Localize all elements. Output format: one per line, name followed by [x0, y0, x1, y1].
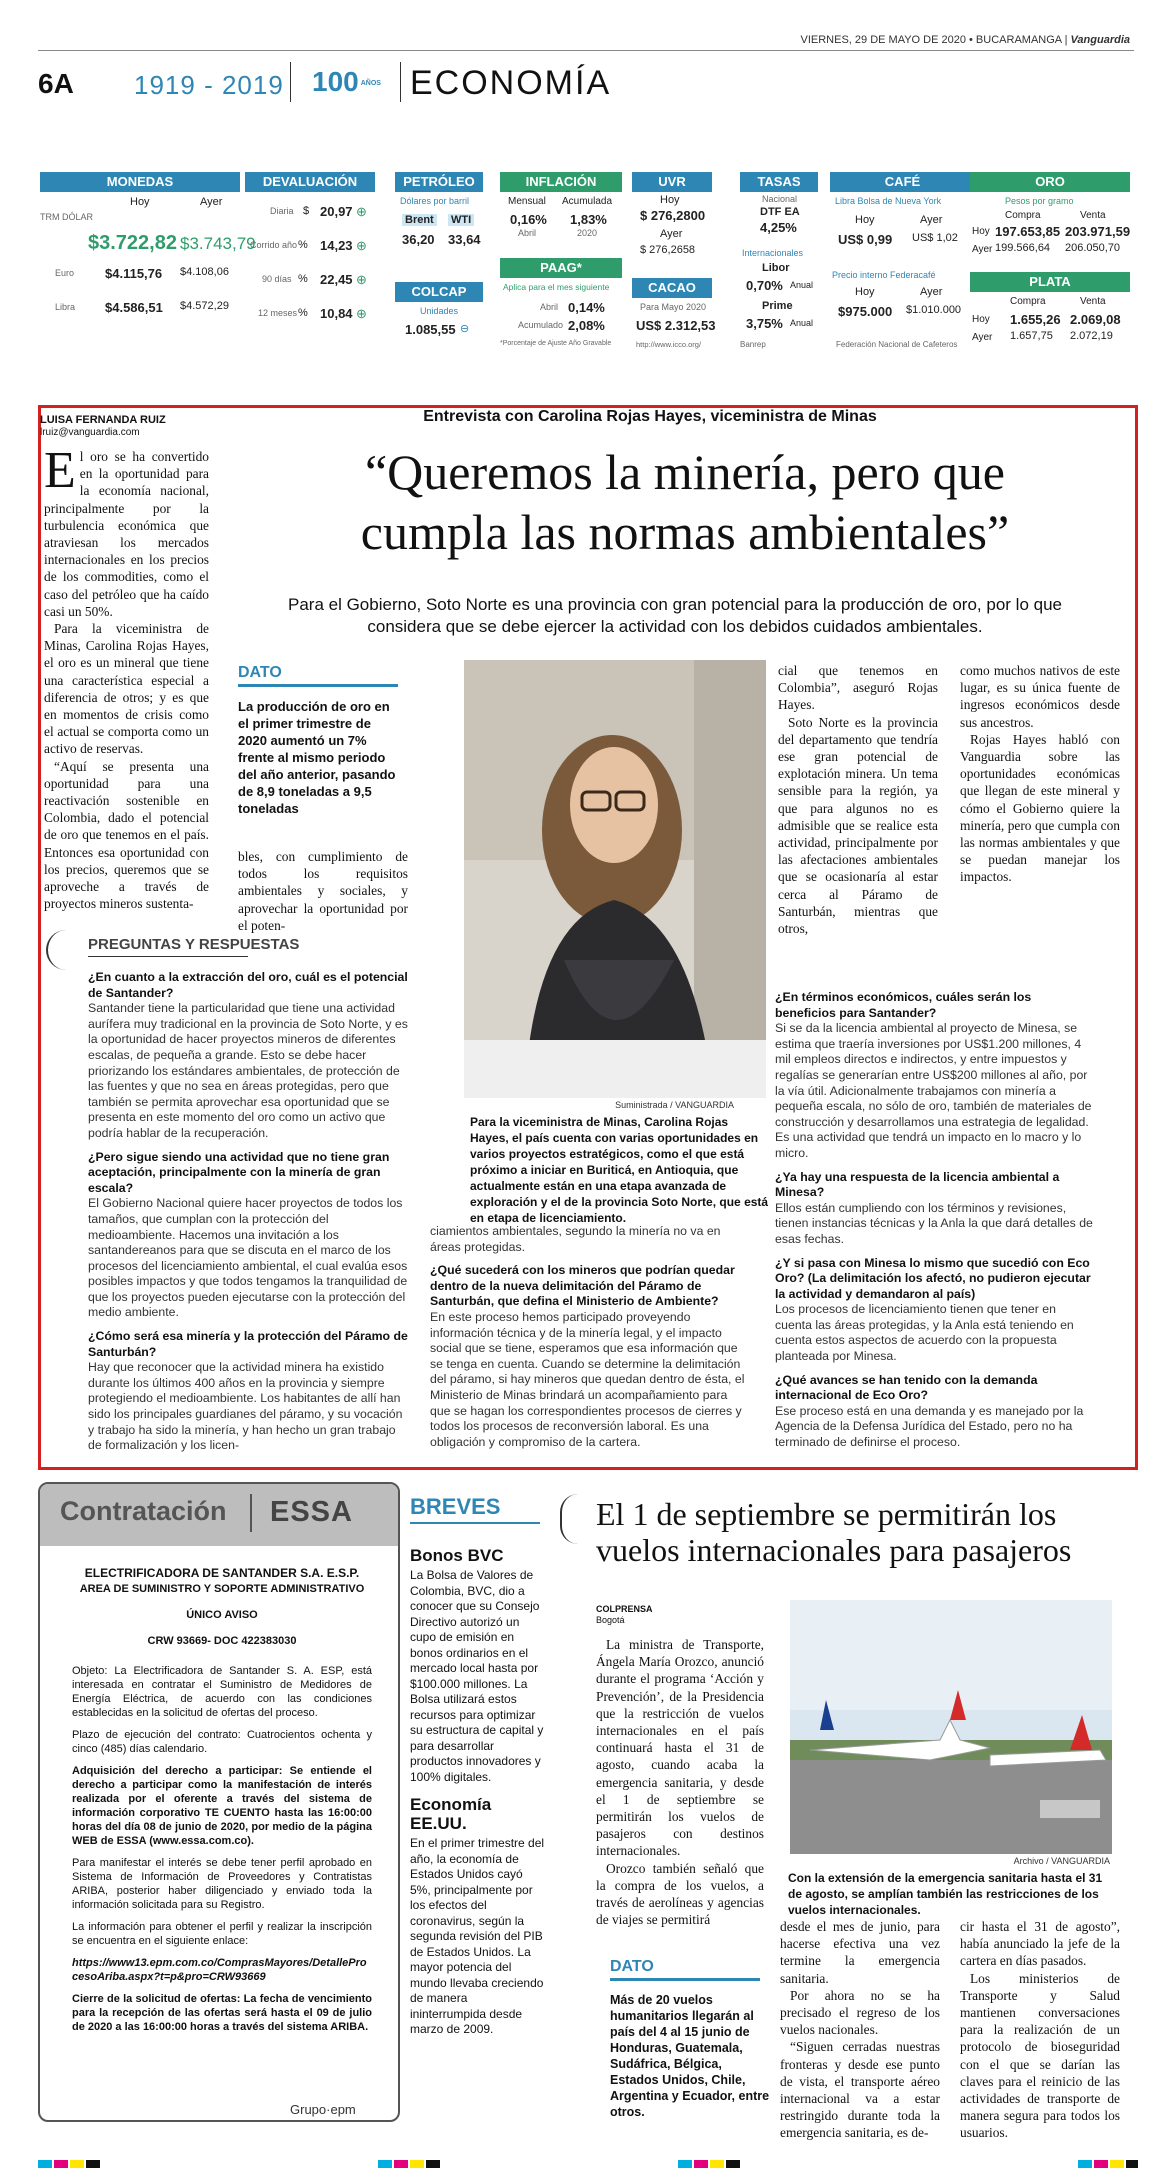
flights-caption: Con la extensión de la emergencia sanitaria hasta el 31 de agosto, se amplían también las restricciones de los vuelos internacionales. [788, 1871, 1103, 1917]
print-registration-bar [38, 2160, 1138, 2170]
flights-dato-text: Más de 20 vuelos humanitarios llegarán al país del 4 al 15 junio de Honduras, Guatemala, Sudáfrica, Bélgica, Estados Unidos, Chile, Argentina y Ecuador, entre otros. [610, 1993, 770, 2119]
devaluacion-header: DEVALUACIÓN [245, 172, 375, 192]
brand-name: Vanguardia [1070, 34, 1130, 46]
qa-column-3: ¿En términos económicos, cuáles serán los beneficios para Santander? Si se da la licencia ambiental al proyecto de Minesa, se estima que traería inversiones por US$1.200 millones, 4 mil empleos directos e indirectos, y entre impuestos y regalías se generarían entre US$200 millones al año, por la vía útil. Adicionalmente trabajamos con minería a pequeña escala, no sólo de oro, también de materiales de construcción y desarrollamos una estrategia de legalidad. Es una actividad que tendrá un impacto en lo macro y lo micro. ¿Ya hay una respuesta de la licencia ambiental a Minesa? Ellos están cumpliendo con los términos y revisiones, tienen instancias técnicas y la Anla la que dará detalles de esas fechas. ¿Y si pasa con Minesa lo mismo que sucedió con Eco Oro? (La delimitación los afectó, no pudieron ejecutar la actividad y demandaron al país) Los procesos de licenciamiento tienen que tener en cuenta las áreas protegidas, y la Anla está teniendo en cuenta estos aspectos de acuerdo con la propuesta planteada por Minesa. ¿Qué avances se han tenido con la demanda internacional de Eco Oro? Ese proceso está en una demanda y es manejado por la Agencia de la Defensa Jurídica del Estado, pero no ha terminado de definirse el proceso. [775, 990, 1093, 1450]
monedas-header: MONEDAS [40, 172, 240, 192]
qa-rule [88, 956, 248, 957]
anniversary-logo: 100 AÑOS [312, 66, 381, 97]
up-arrow-icon: ⊕ [356, 238, 367, 253]
colcap-header: COLCAP [395, 282, 483, 302]
page-number: 6A [38, 68, 74, 99]
flights-dato-rule [610, 1978, 760, 1981]
qa-column-1: ¿En cuanto a la extracción del oro, cuál es el potencial de Santander? Santander tiene la particularidad que tiene una actividad aurífera muy tradicional en la provincia de Soto Norte, y es la oportunidad de hacer proyectos mineros de diferentes escalas, de pequeña a grande. Esto se debe hacer priorizando los estándares ambientales, de protección de las fuentes y que no sea en áreas protegidas, pero que también se permita aprovechar esa oportunidad que se presenta en este momento del oro como un activo que podría hablar de la recuperación. ¿Pero sigue siendo una actividad que no tiene gran aceptación, principalmente con la minería de gran escala? El Gobierno Nacional quiere hacer proyectos de todos los tamaños, que cumplan con la protección del medioambiente. Hacemos una invitación a los santandereanos para que se discuta en el marco de los procesos del licenciamiento ambiental, el cual evalúa esos posibles impactos y que todos tengamos la tranquilidad de que los proyectos pueden ejecutarse con la protección del medio ambiente. ¿Cómo será esa minería y la protección del Páramo de Santurbán? Hay que reconocer que la actividad minera ha existido durante los últimos 400 años en la provincia y siempre protegiendo el medioambiente. Los habitantes de allí han sido los principales guardianes del páramo, y su vocación y trabajo ha sido la minería, y han hecho un gran trabajo de formalización y los licen- [88, 970, 408, 1453]
kicker: Entrevista con Carolina Rojas Hayes, viceministra de Minas [423, 408, 877, 425]
viceminister-photo [464, 660, 766, 1098]
cacao-header: CACAO [632, 278, 712, 298]
dato-rule [238, 684, 398, 687]
contracting-link[interactable]: https://www13.epm.com.co/ComprasMayores/DetalleProcesoAriba.aspx?t=p&pro=CRW93669 [72, 1957, 367, 1983]
dropcap: E [44, 442, 76, 499]
airplanes-photo [790, 1600, 1112, 1854]
divider [250, 1494, 252, 1532]
article-column-3: cial que tenemos en Colombia”, aseguró Rojas Hayes. Soto Norte es la provincia del departamento que tendría ese gran potencial de explotación minera. Un tema sensible para la región, ya que para algunos no es admisible que se realice esta actividad, principalmente por las afectaciones ambientales que se ocasionaría al estar cerca al Páramo de Santurbán, mientras que otros, [778, 663, 938, 937]
flights-column-3: cir hasta el 31 de agosto”, había anunciado la jefe de la cartera en días pasados. Los ministerios de Transporte y Salud mantienen conversaciones para la realización de un protocolo de bioseguridad con el que se darían las claves para el reinicio de las actividades de transporte de manera segura para todos los usuarios. [960, 1919, 1120, 2141]
flights-column-1: La ministra de Transporte, Ángela María Orozco, anunció durante el programa ‘Acción y Prevención’, de la Presidencia que la restricción de vuelos internacionales en el país continuará hasta el 31 de agosto, cuando acaba la emergencia sanitaria, y desde el 1 de septiembre se permitirán los vuelos de pasajeros con destinos internacionales. Orozco también señaló que la compra de los vuelos, a través de aerolíneas y agencias de viajes se permitirá [596, 1637, 764, 1928]
flights-dato-title: DATO [610, 1958, 654, 1975]
uvr-header: UVR [632, 172, 712, 192]
contracting-title: Contratación [60, 1496, 227, 1526]
article-column-4: como muchos nativos de este lugar, es su única fuente de ingresos económicos desde sus ancestros. Rojas Hayes habló con Vanguardia sobre las oportunidades económicas que llegan de este mineral y cómo el Gobierno quiere la minería, pero que cumpla con las normas ambientales y que se puedan manejar los impactos. [960, 663, 1120, 885]
qa-title: PREGUNTAS Y RESPUESTAS [88, 936, 300, 953]
plata-header: PLATA [970, 272, 1130, 292]
contracting-body: ELECTRIFICADORA DE SANTANDER S.A. E.S.P. AREA DE SUMINISTRO Y SOPORTE ADMINISTRATIVO ÚNICO AVISO CRW 93669- DOC 422383030 Objeto: La Electrificadora de Santander S. A. ESP, está interesada en contratar el Suministro de Medidores de Energía Eléctrica, de acuerdo con las condiciones establecidas en la solicitud de ofertas del proceso. Plazo de ejecución del contrato: Cuatrocientos ochenta y cinco (485) días calendario. Adquisición del derecho a participar: Se entiende el derecho a participar como la manifestación de interés realizada por el oferente a través del sistema de información corporativo TE CUENTO hasta las 16:00:00 horas del día 08 de junio de 2020, por medio de la página WEB de ESSA (www.essa.com.co). Para manifestar el interés se debe tener perfil aprobado en Sistema de Información de Proveedores y Contratistas ARIBA, posterior haber diligenciado y enviado toda la información solicitada para su Registro. La información para obtener el perfil y realizar la inscripción se encuentra en el siguiente enlace: https://www13.epm.com.co/ComprasMayores/DetalleProcesoAriba.aspx?t=p&pro=CRW93669 Cierre de la solicitud de ofertas: La fecha de vencimiento para la recepción de las ofertas será hasta el 09 de julio de 2020 a las 16:00:00 horas a través del sistema ARIBA. [72, 1566, 372, 2033]
trm-today: $3.722,82 [88, 232, 177, 254]
photo-caption: Para la viceministra de Minas, Carolina Rojas Hayes, el país cuenta con varias oportunidades en varios proyectos estratégicos, como el que está próximo a iniciar en Buriticá, en Antioquia, que actualmente están en una etapa avanzada de exploración y el de la provincia Soto Norte, que está en etapa de licenciamiento. [470, 1115, 769, 1225]
up-arrow-icon: ⊕ [356, 204, 367, 219]
flights-column-2: desde el mes de junio, para hacerse efectiva una vez termine la emergencia sanitaria. Por ahora no se ha precisado el regreso de los vuelos nacionales. “Siguen cerradas nuestras fronteras y desde ese punto de vista, el transporte aéreo internacional va a estar restringido durante toda la emergencia sanitaria, es de- [780, 1919, 940, 2141]
article-column-1: El oro se ha convertido en la oportunidad para la economía nacional, principalmente por la turbulencia económica que atraviesan los mercados internacionales en los precios de los commodities, como el caso del petróleo que ha caído casi un 50%. Para la viceministra de Minas, Carolina Rojas Hayes, el oro es un mineral que tiene una característica especial a diferencia de otros; y es que en momentos de crisis como el actual se comporta como un activo de reservas. “Aquí se presenta una oportunidad para una reactivación sostenible en Colombia, dado el potencial de oro que tenemos en el país. Entonces esa oportunidad con los precios, queremos que se aproveche a través de proyectos mineros sustenta- [44, 442, 209, 912]
qa-column-2: ciamientos ambientales, segundo la minería no va en áreas protegidas. ¿Qué sucederá con los mineros que podrían quedar dentro de la nueva delimitación del Páramo de Santurbán, que defina el Ministerio de Ambiente? En este proceso hemos participado proveyendo información técnica y de la minería legal, y el impacto social que se tiene, esperamos que esa información que se tenga en cuenta. Cuando se determine la delimitación del páramo, si hay mineros que quedan dentro de ésta, el Ministerio de Minas brindará un acompañamiento para que se hagan los correspondientes procesos de cierres y todos los procesos de reconversión laboral. Es una obligación y compromiso de la cartera. [430, 1224, 745, 1449]
inflacion-header: INFLACIÓN [500, 172, 622, 192]
header-rule [38, 50, 1134, 51]
up-arrow-icon: ⊕ [356, 272, 367, 287]
breves-column: Bonos BVC La Bolsa de Valores de Colombia, BVC, dio a conocer que su Consejo Directivo autorizó un cupo de emisión en bonos ordinarios en el mercado local hasta por $100.000 millones. La Bolsa utilizará estos recursos para optimizar su estructura de capital y para desarrollar productos innovadores y 100% digitales. Economía EE.UU. En el primer trimestre del año, la economía de Estados Unidos cayó 5%, principalmente por los efectos del coronavirus, según la segunda revisión del PIB de Estados Unidos. La mayor potencia del mundo llevaba creciendo de manera ininterrumpida desde marzo de 2009. [410, 1546, 545, 2036]
article-bracket [560, 1494, 578, 1544]
breves-title: BREVES [410, 1494, 501, 1519]
oro-header: ORO [970, 172, 1130, 192]
dato-title: DATO [238, 664, 282, 681]
headline: “Queremos la minería, pero que cumpla las normas ambientales” [360, 444, 1010, 560]
essa-logo: ESSA [270, 1496, 353, 1528]
dato-text: La producción de oro en el primer trimestre de 2020 aumentó un 7% frente al mismo periodo del año anterior, pasando de 8,9 toneladas a 9,5 toneladas [238, 699, 396, 816]
section-title: ECONOMÍA [410, 64, 612, 102]
article-column-2: bles, con cumplimiento de todos los requisitos ambientales y sociales, y aprovechar la oportunidad por el poten- [238, 849, 408, 933]
tasas-header: TASAS [740, 172, 818, 192]
anniversary-years: 1919 - 2019 [134, 70, 284, 100]
down-arrow-icon: ⊖ [460, 323, 470, 335]
flights-photo-credit: Archivo / VANGUARDIA [1013, 1856, 1110, 1866]
paag-header: PAAG* [500, 258, 622, 278]
date-line: VIERNES, 29 DE MAYO DE 2020 • BUCARAMANGA | Vanguardia [800, 34, 1130, 46]
divider [400, 62, 401, 102]
breves-rule [410, 1522, 540, 1524]
photo-credit: Suministrada / VANGUARDIA [615, 1100, 734, 1110]
subhead: Para el Gobierno, Soto Norte es una provincia con gran potencial para la producción de oro, por lo que considera que se debe ejercer la actividad con los debidos cuidados ambientales. [288, 595, 1062, 636]
petroleo-header: PETRÓLEO [395, 172, 483, 192]
epm-logo: Grupo·epm [290, 2102, 356, 2117]
flights-headline: El 1 de septiembre se permitirán los vuelos internacionales para pasajeros [596, 1496, 1072, 1568]
divider [290, 62, 291, 102]
byline: LUISA FERNANDA RUIZ lruiz@vanguardia.com [40, 414, 166, 438]
flights-byline: COLPRENSA Bogotá [596, 1604, 653, 1625]
cafe-header: CAFÉ [830, 172, 975, 192]
up-arrow-icon: ⊕ [356, 306, 367, 321]
